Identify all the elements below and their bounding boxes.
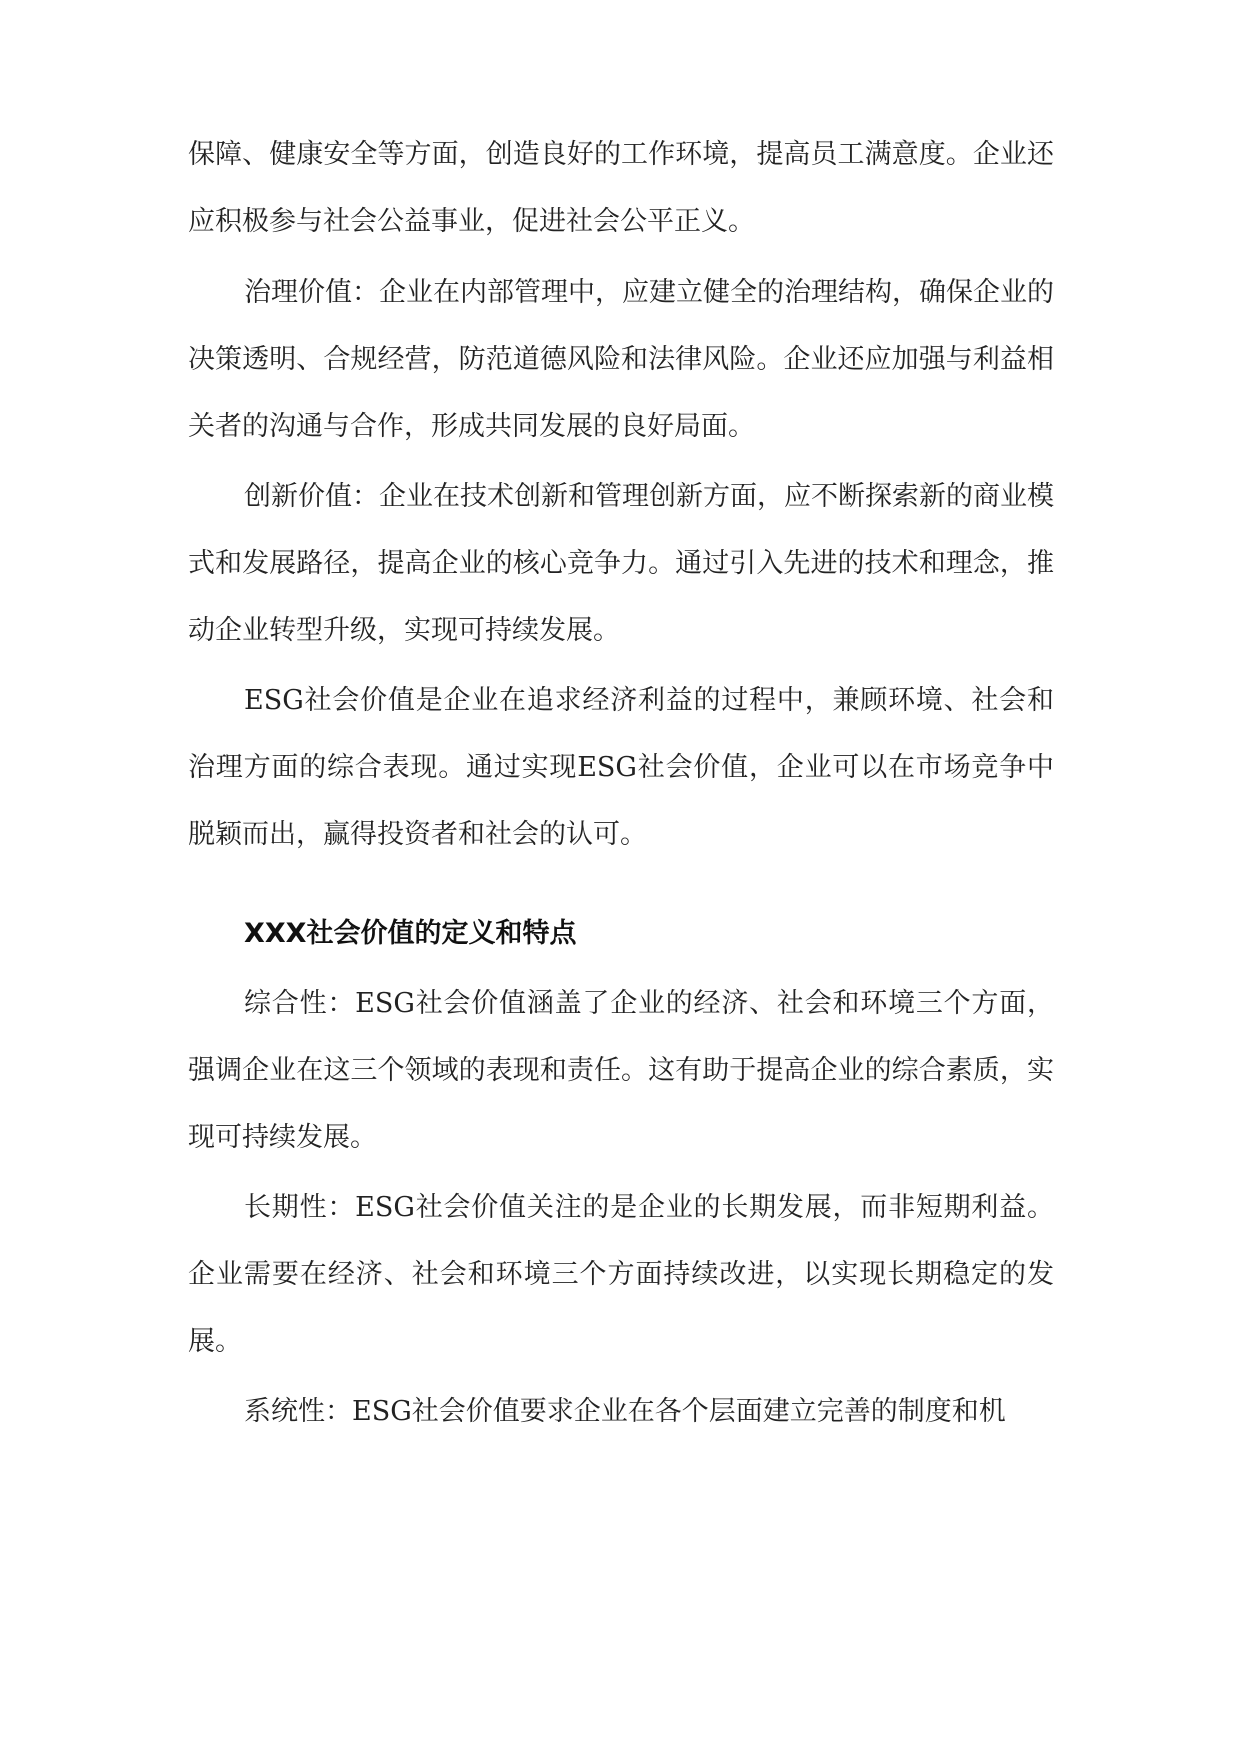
paragraph-comprehensiveness: 综合性：ESG社会价值涵盖了企业的经济、社会和环境三个方面，强调企业在这三个领域的表现和责任。这有助于提高企业的综合素质，实现可持续发展。 [188, 988, 1054, 1153]
paragraph-systematic: 系统性：ESG社会价值要求企业在各个层面建立完善的制度和机 [244, 1396, 1006, 1427]
paragraph-innovation-value: 创新价值：企业在技术创新和管理创新方面，应不断探索新的商业模式和发展路径，提高企业的核心竞争力。通过引入先进的技术和理念，推动企业转型升级，实现可持续发展。 [188, 481, 1054, 646]
document-body [188, 0, 1054, 1445]
section-heading: XXX社会价值的定义和特点 [244, 918, 577, 949]
paragraph-esg-summary: ESG社会价值是企业在追求经济利益的过程中，兼顾环境、社会和治理方面的综合表现。通过实现ESG社会价值，企业可以在市场竞争中脱颖而出，赢得投资者和社会的认可。 [188, 685, 1054, 850]
paragraph-governance-value: 治理价值：企业在内部管理中，应建立健全的治理结构，确保企业的决策透明、合规经营，防范道德风险和法律风险。企业还应加强与利益相关者的沟通与合作，形成共同发展的良好局面。 [188, 277, 1054, 442]
paragraph-social-value-continuation: 保障、健康安全等方面，创造良好的工作环境，提高员工满意度。企业还应积极参与社会公益事业，促进社会公平正义。 [188, 139, 1054, 237]
paragraph-long-term: 长期性：ESG社会价值关注的是企业的长期发展，而非短期利益。企业需要在经济、社会和环境三个方面持续改进，以实现长期稳定的发展。 [188, 1192, 1054, 1357]
